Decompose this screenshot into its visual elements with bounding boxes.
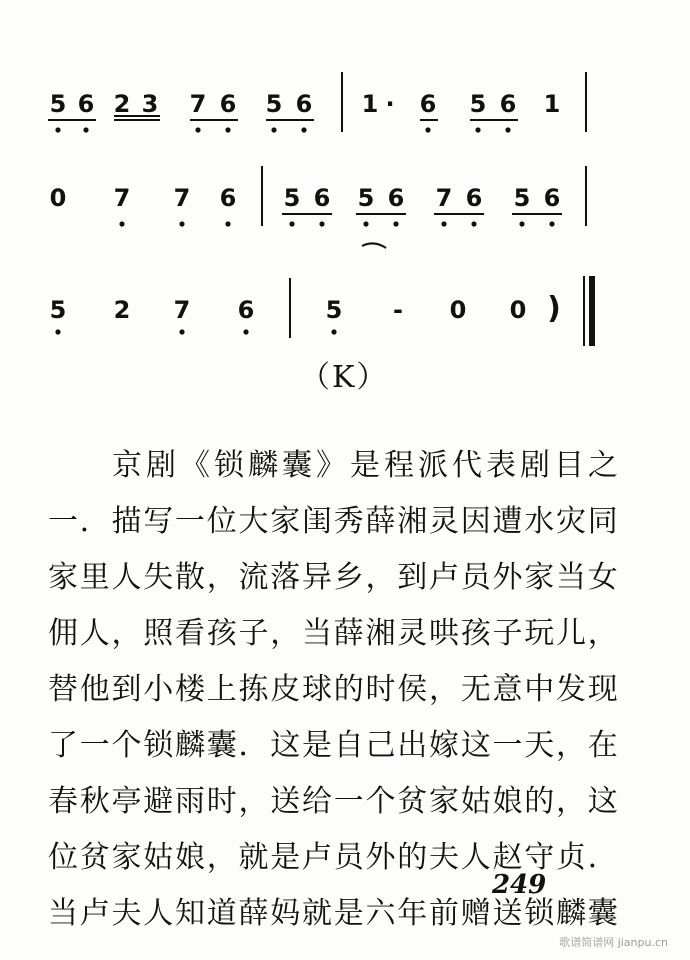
lower-octave-dot (179, 329, 184, 334)
lower-octave-dot (225, 127, 230, 132)
score-note: 5 (325, 296, 343, 324)
score-note: 1 (543, 90, 561, 118)
lower-octave-dot (271, 127, 276, 132)
lower-octave-dot (243, 329, 248, 334)
lower-octave-dot (83, 127, 88, 132)
score-note: 6 (465, 184, 483, 212)
lower-octave-dot (55, 127, 60, 132)
score-note: 5 (513, 184, 531, 212)
score-note: 6 (499, 90, 517, 118)
lower-octave-dot (179, 221, 184, 226)
score-note: 5 (265, 90, 283, 118)
score-note: 5 (357, 184, 375, 212)
watermark: 歌谱简谱网 jianpu.cn (559, 936, 668, 949)
score-note: ) (547, 291, 561, 326)
score-note: 0 (49, 184, 67, 212)
paragraph-line-8: 位 贫 家 姑 娘 ， 就 是 卢 员 外 的 夫 人 赵 守 贞 ． (48, 840, 618, 875)
score-note: 6 (543, 184, 561, 212)
lower-octave-dot (471, 221, 476, 226)
paragraph-line-1: 京 剧 《 锁 麟 囊 》 是 程 派 代 表 剧 目 之 (112, 448, 618, 483)
paragraph-line-2: 一 ． 描 写 一 位 大 家 闺 秀 薛 湘 灵 因 遭 水 灾 同 (48, 504, 618, 539)
lower-octave-dot (289, 221, 294, 226)
lower-octave-dot (319, 221, 324, 226)
score-note: 6 (77, 90, 95, 118)
paragraph-line-9: 当 卢 夫 人 知 道 薛 妈 就 是 六 年 前 赠 送 锁 麟 囊 (48, 896, 618, 931)
lower-octave-dot (301, 127, 306, 132)
section-mark: （K） (300, 360, 389, 395)
score-note: 2 (113, 296, 131, 324)
score-note: 7 (435, 184, 453, 212)
lower-octave-dot (393, 221, 398, 226)
score-note: 6 (295, 90, 313, 118)
lower-octave-dot (519, 221, 524, 226)
score-note: 7 (113, 184, 131, 212)
lower-octave-dot (441, 221, 446, 226)
score-note: 6 (419, 90, 437, 118)
lower-octave-dot (475, 127, 480, 132)
score-note: 3 (141, 90, 159, 118)
score-note: 1 (361, 90, 379, 118)
lower-octave-dot (363, 221, 368, 226)
score-note: 2 (113, 90, 131, 118)
score-note: 0 (509, 296, 527, 324)
paragraph-line-4: 佣 人 ， 照 看 孩 子 ， 当 薛 湘 灵 哄 孩 子 玩 儿 ， (48, 616, 618, 651)
paragraph-line-3: 家 里 人 失 散 ， 流 落 异 乡 ， 到 卢 员 外 家 当 女 (48, 560, 618, 595)
lower-octave-dot (505, 127, 510, 132)
score-note: 0 (449, 296, 467, 324)
score-note: · (385, 90, 395, 118)
score-note: 6 (219, 184, 237, 212)
score-note: 6 (387, 184, 405, 212)
score-note: 7 (173, 184, 191, 212)
lower-octave-dot (55, 329, 60, 334)
score-note: 7 (173, 296, 191, 324)
score-note: 6 (219, 90, 237, 118)
score-note: - (393, 296, 403, 324)
score-note: 5 (49, 296, 67, 324)
paragraph (48, 438, 618, 942)
score-note: 5 (469, 90, 487, 118)
page-number: 249 (492, 870, 547, 900)
paragraph-line-7: 春 秋 亭 避 雨 时 ， 送 给 一 个 贫 家 姑 娘 的 ， 这 (48, 784, 618, 819)
lower-octave-dot (119, 221, 124, 226)
paragraph-line-5: 替 他 到 小 楼 上 拣 皮 球 的 时 侯 ， 无 意 中 发 现 (48, 672, 618, 707)
score-note: 6 (237, 296, 255, 324)
lower-octave-dot (225, 221, 230, 226)
numbered-musical-score (0, 0, 690, 400)
lower-octave-dot (549, 221, 554, 226)
lower-octave-dot (331, 329, 336, 334)
paragraph-line-6: 了 一 个 锁 麟 囊 ． 这 是 自 己 出 嫁 这 一 天 ， 在 (48, 728, 618, 763)
score-note: 6 (313, 184, 331, 212)
slur-mark (362, 243, 386, 248)
lower-octave-dot (195, 127, 200, 132)
lower-octave-dot (425, 127, 430, 132)
score-note: 5 (49, 90, 67, 118)
score-note: 5 (283, 184, 301, 212)
score-note: 7 (189, 90, 207, 118)
